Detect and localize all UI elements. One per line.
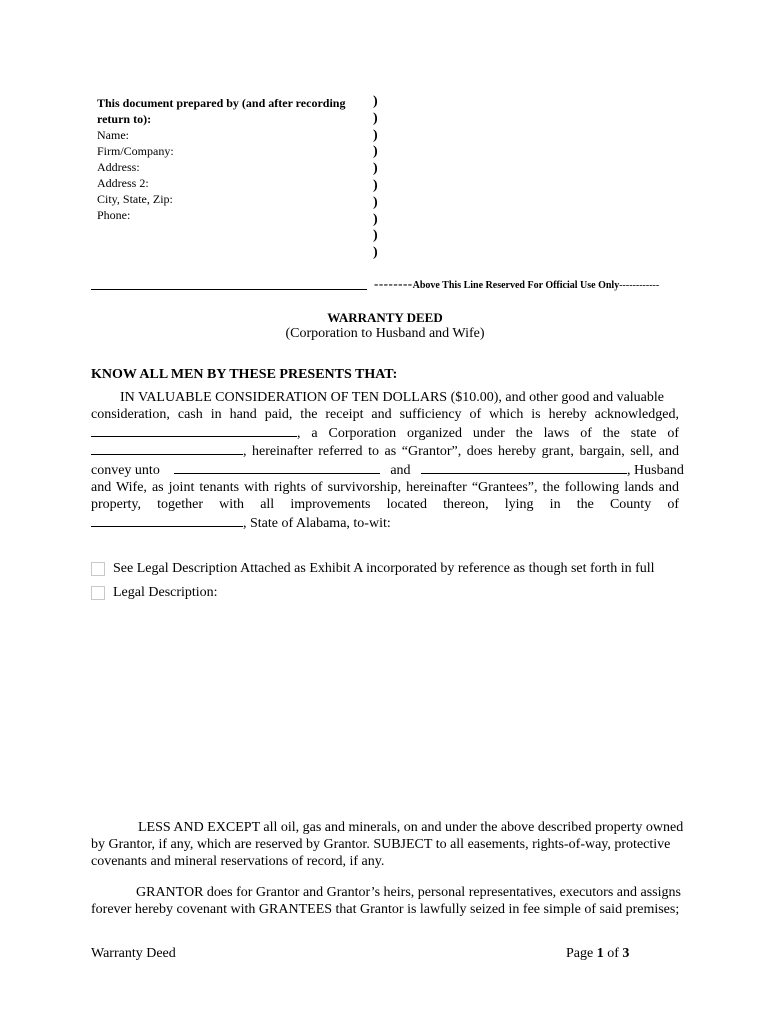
consideration-line-8 bbox=[91, 514, 679, 533]
state-blank[interactable] bbox=[91, 442, 243, 455]
bracket: ) bbox=[373, 161, 378, 177]
legal-description-option-row bbox=[91, 585, 218, 601]
husband-text: , Husband bbox=[627, 463, 684, 479]
convey-unto-text: convey unto bbox=[91, 463, 160, 479]
less-except-line-3: covenants and mineral reservations of record, if any. bbox=[91, 853, 385, 869]
grantor-covenant-paragraph bbox=[91, 885, 679, 919]
consideration-line-4 bbox=[91, 442, 679, 461]
total-pages: 3 bbox=[622, 946, 630, 961]
prepared-by-heading: This document prepared by (and after recording return to): bbox=[97, 96, 346, 126]
bracket: ) bbox=[373, 245, 378, 261]
document-title: WARRANTY DEED bbox=[327, 310, 443, 325]
field-city-state-zip-label: City, State, Zip: bbox=[97, 192, 173, 206]
bracket: ) bbox=[373, 211, 378, 227]
document-subtitle: (Corporation to Husband and Wife) bbox=[285, 326, 485, 341]
covenant-line-1: GRANTOR does for Grantor and Grantor’s heirs, personal representatives, executors and assigns bbox=[136, 885, 681, 900]
page-of-label: of bbox=[603, 946, 623, 961]
consideration-line-3-text: , a Corporation organized under the laws of the state of bbox=[297, 425, 679, 441]
exhibit-option-row bbox=[91, 561, 655, 577]
less-except-line-2: by Grantor, if any, which are reserved by Grantor. SUBJECT to all easements, rights-of-way, protective bbox=[91, 836, 671, 852]
less-and-except-paragraph bbox=[91, 820, 684, 870]
current-page: 1 bbox=[596, 946, 604, 961]
exhibit-checkbox[interactable] bbox=[91, 562, 105, 576]
dashes-right: ------------ bbox=[619, 280, 660, 291]
field-name-label: Name: bbox=[97, 128, 129, 142]
consideration-line-6: and Wife, as joint tenants with rights of survivorship, hereinafter “Grantees”, the following lands and bbox=[91, 479, 679, 495]
consideration-line-3 bbox=[91, 424, 679, 443]
official-use-notice bbox=[374, 276, 659, 292]
county-blank[interactable] bbox=[91, 514, 243, 527]
consideration-line-8-text: , State of Alabama, to-wit: bbox=[243, 515, 391, 531]
consideration-line-2: consideration, cash in hand paid, the receipt and sufficiency of which is hereby acknowledged, bbox=[91, 406, 679, 422]
dashes-left: -------- bbox=[374, 276, 413, 291]
legal-description-label: Legal Description: bbox=[113, 585, 218, 600]
preamble-heading: KNOW ALL MEN BY THESE PRESENTS THAT: bbox=[91, 367, 398, 382]
bracket: ) bbox=[373, 110, 378, 126]
exhibit-option-label: See Legal Description Attached as Exhibit A incorporated by reference as though set forth in full bbox=[113, 561, 655, 576]
bracket-column bbox=[373, 94, 385, 262]
and-text: and bbox=[390, 463, 411, 479]
field-firm-label: Firm/Company: bbox=[97, 144, 174, 158]
bracket: ) bbox=[373, 144, 378, 160]
bracket: ) bbox=[373, 177, 378, 193]
bracket: ) bbox=[373, 127, 378, 143]
field-address-label: Address: bbox=[97, 160, 140, 174]
wife-name-blank[interactable] bbox=[421, 461, 627, 474]
field-address2-label: Address 2: bbox=[97, 176, 149, 190]
bracket: ) bbox=[373, 194, 378, 210]
field-phone-label: Phone: bbox=[97, 208, 131, 222]
husband-name-blank[interactable] bbox=[174, 461, 380, 474]
page-label: Page bbox=[566, 946, 597, 961]
official-use-text: Above This Line Reserved For Official Use Only bbox=[412, 280, 620, 291]
prepared-by-block bbox=[97, 95, 367, 223]
consideration-paragraph bbox=[91, 390, 684, 532]
consideration-line-5 bbox=[91, 461, 684, 480]
consideration-line-4-text: , hereinafter referred to as “Grantor”, does hereby grant, bargain, sell, and bbox=[243, 444, 679, 460]
consideration-line-1: IN VALUABLE CONSIDERATION OF TEN DOLLARS ($10.00), and other good and valuable bbox=[120, 390, 665, 405]
bracket: ) bbox=[373, 94, 378, 109]
footer-document-name: Warranty Deed bbox=[91, 946, 176, 961]
consideration-line-7: property, together with all improvements located thereon, lying in the County of bbox=[91, 496, 679, 512]
bracket: ) bbox=[373, 228, 378, 244]
footer-page-number bbox=[566, 946, 629, 962]
grantor-corporation-blank[interactable] bbox=[91, 424, 297, 437]
less-except-line-1: LESS AND EXCEPT all oil, gas and minerals, on and under the above described property owned bbox=[138, 820, 684, 835]
recording-divider-line bbox=[91, 289, 367, 290]
legal-description-checkbox[interactable] bbox=[91, 586, 105, 600]
covenant-line-2: forever hereby covenant with GRANTEES that Grantor is lawfully seized in fee simple of said premises; bbox=[91, 901, 680, 917]
